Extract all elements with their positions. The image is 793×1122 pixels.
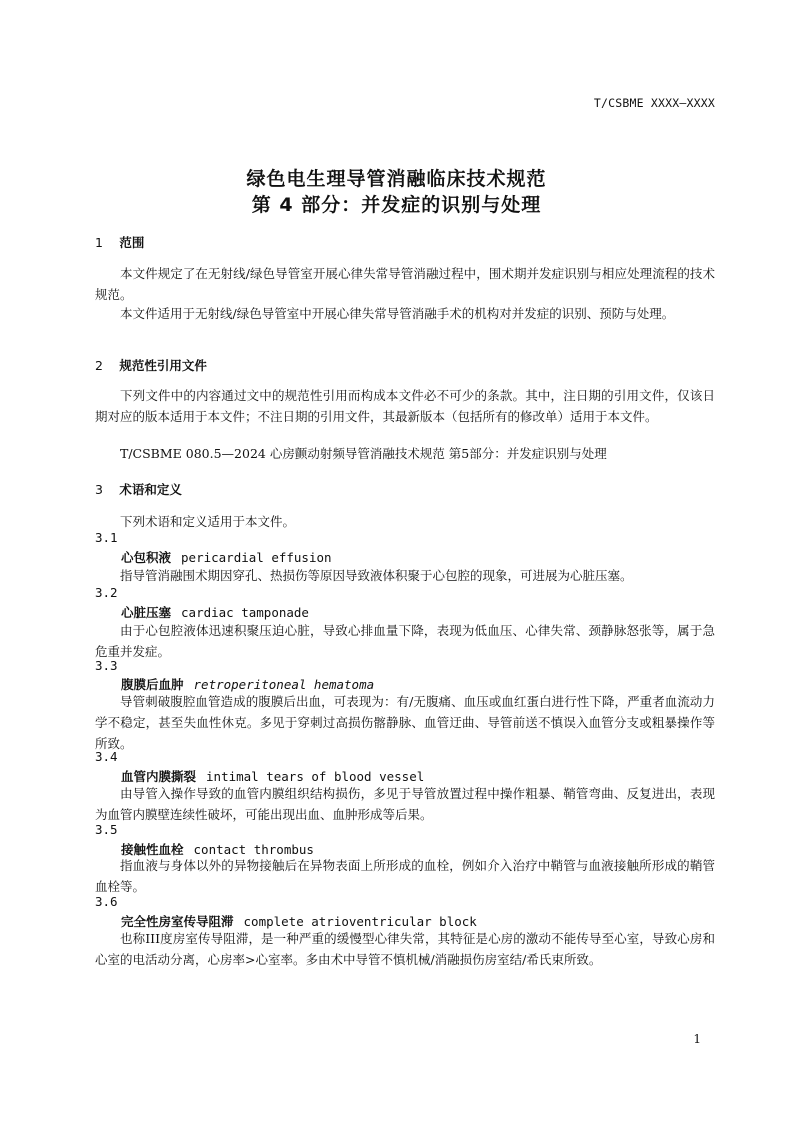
term-number: 3.6 xyxy=(95,894,118,909)
section-3-intro: 下列术语和定义适用于本文件。 xyxy=(120,514,296,529)
section-3-heading xyxy=(95,480,182,498)
section-title: 范围 xyxy=(119,235,145,250)
section-2-paragraph-1: 下列文件中的内容通过文中的规范性引用而构成本文件必不可少的条款。其中，注日期的引用文件，仅该日期对应的版本适用于本文件；不注日期的引用文件，其最新版本（包括所有的修改单）适用于本文件。 xyxy=(95,388,715,424)
term-zh: 完全性房室传导阻滞 xyxy=(121,914,234,929)
term-number: 3.3 xyxy=(95,658,118,673)
section-number: 3 xyxy=(95,482,103,497)
section-title: 术语和定义 xyxy=(119,482,182,497)
term-definition: 由于心包腔液体迅速积聚压迫心脏，导致心排血量下降，表现为低血压、心律失常、颈静脉怒张等，属于急危重并发症。 xyxy=(95,623,715,659)
term-definition: 指血液与身体以外的异物接触后在异物表面上所形成的血栓，例如介入治疗中鞘管与血液接触所形成的鞘管血栓等。 xyxy=(95,858,715,894)
page-number: 1 xyxy=(693,1032,701,1046)
term-zh: 腹膜后血肿 xyxy=(121,677,184,692)
term-number: 3.4 xyxy=(95,749,118,764)
term-number: 3.5 xyxy=(95,822,118,837)
term-en: pericardial effusion xyxy=(181,550,332,565)
term-number: 3.2 xyxy=(95,585,118,600)
section-2-heading xyxy=(95,356,207,374)
document-title-line2: 第 4 部分：并发症的识别与处理 xyxy=(251,194,542,216)
section-title: 规范性引用文件 xyxy=(119,358,207,373)
document-title-line1: 绿色电生理导管消融临床技术规范 xyxy=(246,168,547,190)
section-number: 1 xyxy=(95,235,103,250)
term-definition: 导管刺破腹腔血管造成的腹膜后出血，可表现为：有/无腹痛、血压或血红蛋白进行性下降，严重者血流动力学不稳定，甚至失血性休克。多见于穿刺过高损伤髂静脉、血管迂曲、导管前送不慎误入血管分支或粗暴操作等所致。 xyxy=(95,694,715,751)
term-zh: 心脏压塞 xyxy=(121,605,172,620)
term-definition: 由导管入操作导致的血管内膜组织结构损伤，多见于导管放置过程中操作粗暴、鞘管弯曲、反复进出，表现为血管内膜壁连续性破坏，可能出现出血、血肿形成等后果。 xyxy=(95,786,715,822)
term-name xyxy=(121,548,332,566)
term-en: retroperitoneal hematoma xyxy=(193,677,375,692)
header-document-code: T/CSBME XXXX—XXXX xyxy=(593,96,715,110)
section-1-heading xyxy=(95,233,144,251)
section-1-paragraph-1: 本文件规定了在无射线/绿色导管室开展心律失常导管消融过程中，围术期并发症识别与相应处理流程的技术规范。 xyxy=(95,266,715,302)
term-en: complete atrioventricular block xyxy=(243,914,477,929)
section-number: 2 xyxy=(95,358,103,373)
term-zh: 血管内膜撕裂 xyxy=(121,769,197,784)
term-zh: 心包积液 xyxy=(121,550,172,565)
term-name xyxy=(121,603,309,621)
section-1-paragraph-2: 本文件适用于无射线/绿色导管室中开展心律失常导管消融手术的机构对并发症的识别、预防与处理。 xyxy=(120,306,675,321)
term-en: cardiac tamponade xyxy=(181,605,309,620)
term-definition: 也称III度房室传导阻滞，是一种严重的缓慢型心律失常，其特征是心房的激动不能传导至心室，导致心房和心室的电活动分离，心房率>心室率。多由术中导管不慎机械/消融损伤房室结/希氏束所致。 xyxy=(95,931,715,967)
term-number: 3.1 xyxy=(95,530,118,545)
term-definition: 指导管消融围术期因穿孔、热损伤等原因导致液体积聚于心包腔的现象，可进展为心脏压塞。 xyxy=(120,568,633,583)
term-en: contact thrombus xyxy=(193,842,314,857)
section-2-reference: T/CSBME 080.5—2024 心房颤动射频导管消融技术规范 第5部分：并发症识别与处理 xyxy=(120,446,607,461)
term-en: intimal tears of blood vessel xyxy=(206,769,425,784)
term-zh: 接触性血栓 xyxy=(121,842,184,857)
